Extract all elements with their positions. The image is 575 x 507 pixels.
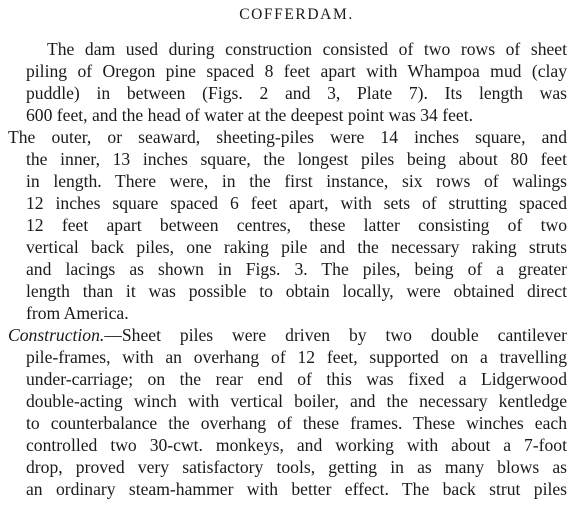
lead-in-italic: Construction. (8, 325, 105, 345)
text-line: piling of Oregon pine spaced 8 feet apart with Whampoa mud (clay (26, 61, 567, 81)
text-line: 600 feet, and the head of water at the deepest point was 34 feet. (26, 105, 473, 125)
section-heading: COFFERDAM. (239, 6, 354, 23)
paragraph-1 (26, 38, 567, 126)
text-line: drop, proved very satisfactory tools, getting in as many blows as (26, 457, 567, 477)
text-line: The dam used during construction consisted of two rows of sheet (47, 39, 567, 59)
text-line: 12 inches square spaced 6 feet apart, with sets of strutting spaced (26, 193, 567, 213)
text-line: the inner, 13 inches square, the longest piles being about 80 feet (26, 149, 567, 169)
text-line: double-acting winch with vertical boiler, and the necessary kentledge (26, 391, 567, 411)
text-line: vertical back piles, one raking pile and the necessary raking struts (26, 237, 567, 257)
text-line: to counterbalance the overhang of these frames. These winches each (26, 413, 567, 433)
text-fragment: —Sheet piles were driven by two double cantilever (104, 325, 567, 345)
text-line: in length. There were, in the first instance, six rows of walings (26, 171, 567, 191)
text-line: from America. (26, 303, 129, 323)
text-line: pile-frames, with an overhang of 12 feet, supported on a travelling (26, 347, 567, 367)
paragraph-3 (8, 324, 567, 500)
text-line: length than it was possible to obtain locally, were obtained direct (26, 281, 567, 301)
text-line: controlled two 30-cwt. monkeys, and working with about a 7-foot (26, 435, 567, 455)
text-line: under-carriage; on the rear end of this was fixed a Lidgerwood (26, 369, 567, 389)
text-line: and lacings as shown in Figs. 3. The piles, being of a greater (26, 259, 567, 279)
text-line: an ordinary steam-hammer with better effect. The back strut piles (26, 479, 567, 499)
text-line: puddle) in between (Figs. 2 and 3, Plate 7). Its length was (26, 83, 567, 103)
text-line: The outer, or seaward, sheeting-piles were 14 inches square, and (8, 127, 567, 147)
paragraph-2 (8, 126, 567, 324)
text-line: 12 feet apart between centres, these latter consisting of two (26, 215, 567, 235)
text-line-lead (8, 324, 567, 346)
